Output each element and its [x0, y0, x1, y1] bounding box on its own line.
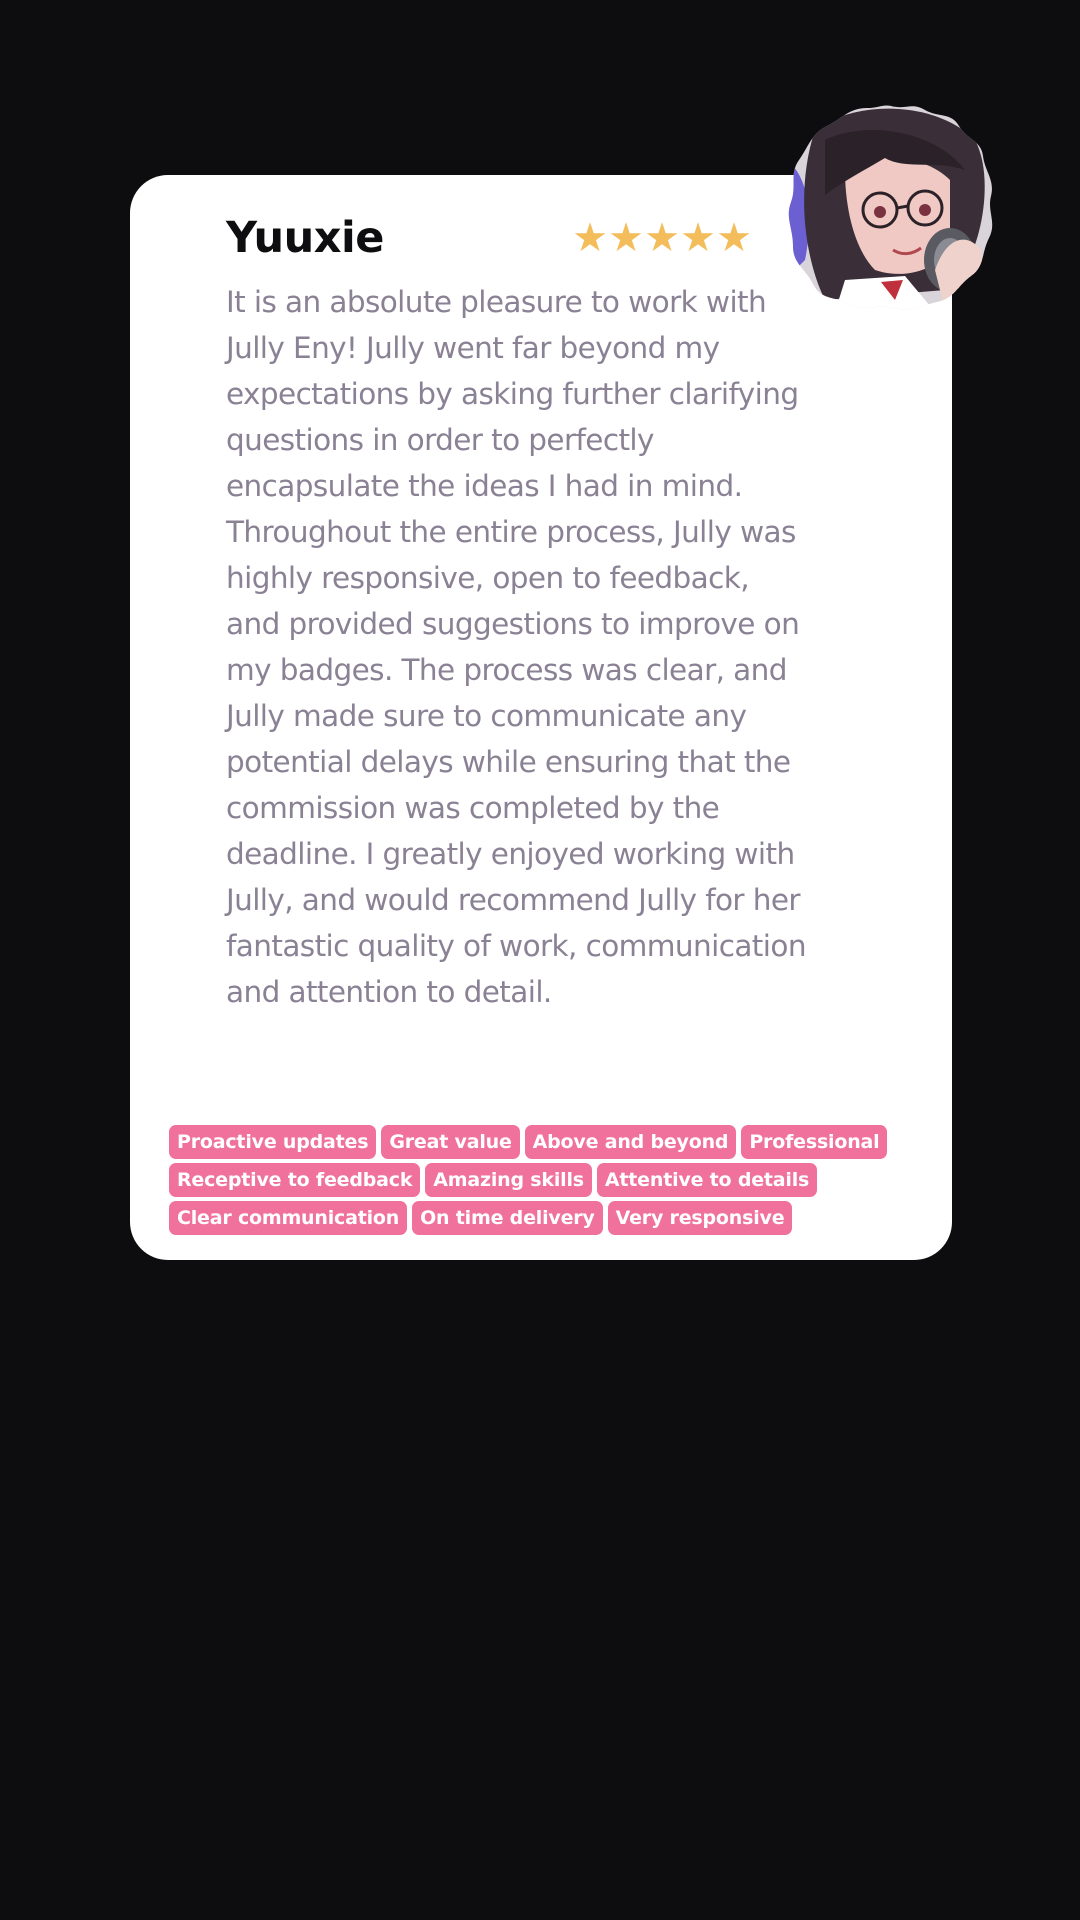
tag-proactive-updates: Proactive updates — [169, 1125, 376, 1159]
star-icon: ★ — [716, 215, 752, 261]
tag-clear-communication: Clear communication — [169, 1201, 407, 1235]
reviewer-avatar — [785, 100, 997, 312]
star-icon: ★ — [644, 215, 680, 261]
tag-great-value: Great value — [381, 1125, 519, 1159]
tag-attentive-to-details: Attentive to details — [597, 1163, 817, 1197]
anime-character-avatar-icon — [785, 100, 997, 312]
tag-on-time-delivery: On time delivery — [412, 1201, 603, 1235]
review-text: It is an absolute pleasure to work with Jully Eny! Jully went far beyond my expectations by asking further clarifying questions in order to perfectly encapsulate the ideas I had in mind. Throughout the entire process, Jully was highly responsive, open to feedback, and provided suggestions to improve on my badges. The process was clear, and Jully made sure to communicate any potential delays while ensuring that the commission was completed by the deadline. I greatly enjoyed working with Jully, and would recommend Jully for her fantastic quality of work, communication and attention to detail. — [226, 285, 806, 1009]
tag-professional: Professional — [741, 1125, 887, 1159]
review-tags — [169, 1125, 929, 1235]
tag-receptive-to-feedback: Receptive to feedback — [169, 1163, 420, 1197]
tag-above-and-beyond: Above and beyond — [525, 1125, 737, 1159]
star-icon: ★ — [572, 215, 608, 261]
star-icon: ★ — [680, 215, 716, 261]
tag-amazing-skills: Amazing skills — [425, 1163, 592, 1197]
reviewer-name: Yuuxie — [226, 213, 384, 263]
star-icon: ★ — [608, 215, 644, 261]
review-card — [130, 175, 952, 1260]
tag-very-responsive: Very responsive — [608, 1201, 793, 1235]
star-rating — [572, 215, 752, 261]
